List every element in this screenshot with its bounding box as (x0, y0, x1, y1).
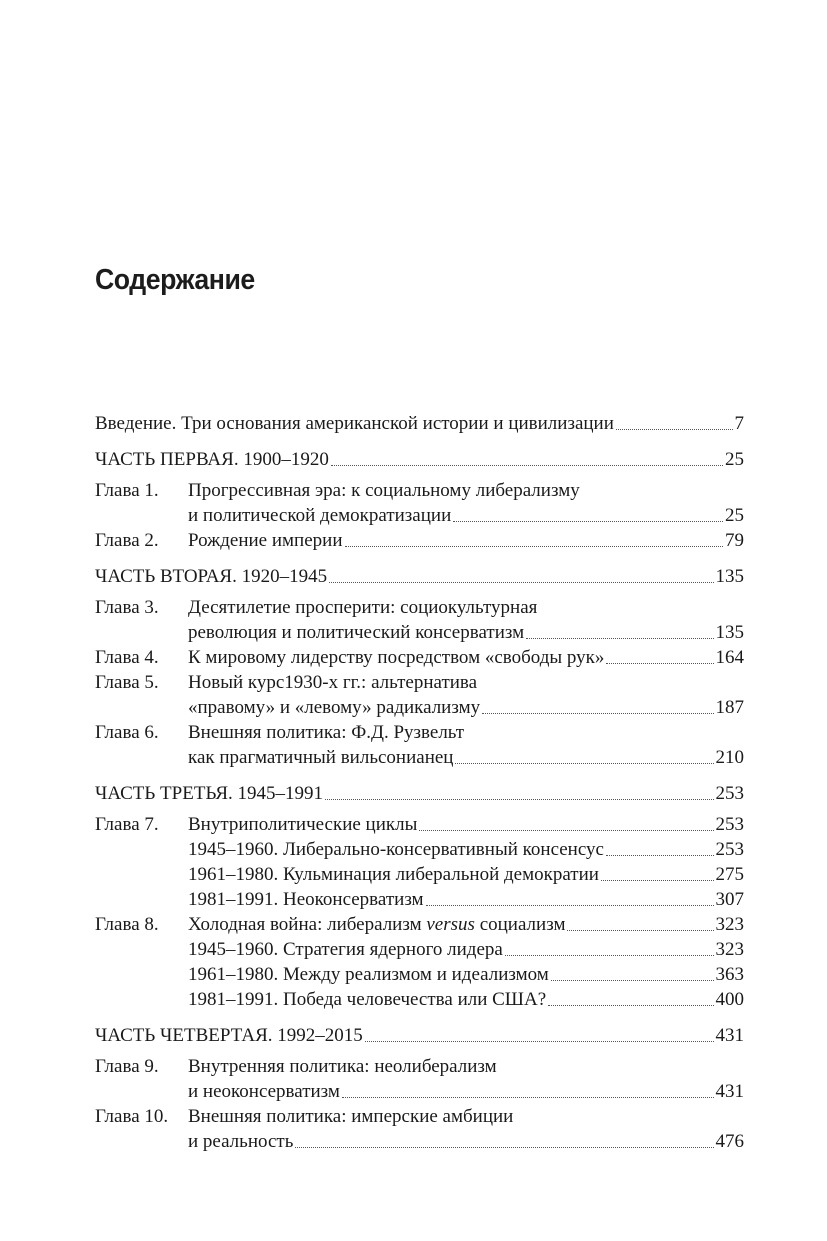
dot-leader (329, 581, 713, 583)
part-title: ЧАСТЬ ТРЕТЬЯ. 1945–1991 (95, 783, 324, 804)
page-number: 431 (715, 1081, 744, 1102)
toc-part-1[interactable] (95, 447, 744, 472)
dot-leader (616, 428, 733, 430)
chapter-title: Внешняя политика: имперские амбиции (188, 1106, 514, 1127)
chapter-title-cont: «правому» и «левому» радикализму (188, 697, 481, 718)
dot-leader (342, 1096, 714, 1098)
table-of-contents (95, 409, 744, 1154)
toc-chapter-3-cont[interactable] (95, 620, 744, 645)
page-number: 476 (715, 1131, 744, 1152)
subsection-title: 1945–1960. Либерально-консервативный консенсус (188, 839, 604, 860)
toc-chapter-5-cont[interactable] (95, 695, 744, 720)
chapter-label: Глава 7. (95, 814, 159, 835)
toc-chapter-6[interactable] (95, 720, 744, 745)
page-number: 363 (715, 964, 744, 985)
chapter-title-cont: и реальность (188, 1131, 294, 1152)
toc-chapter-5[interactable] (95, 670, 744, 695)
dot-leader (419, 829, 713, 831)
dot-leader (295, 1146, 713, 1148)
toc-subsection[interactable] (95, 937, 744, 962)
toc-entry-intro[interactable] (95, 409, 744, 436)
chapter-title-cont: как прагматичный вильсонианец (188, 747, 454, 768)
chapter-title: Холодная война: либерализм versus социализм (188, 914, 566, 935)
page-number: 135 (715, 622, 744, 643)
page-number: 431 (715, 1025, 744, 1046)
chapter-label: Глава 1. (95, 480, 159, 501)
chapter-title: Внешняя политика: Ф.Д. Рузвельт (188, 722, 465, 743)
toc-chapter-10-cont[interactable] (95, 1129, 744, 1154)
toc-subsection[interactable] (95, 862, 744, 887)
toc-chapter-7[interactable] (95, 812, 744, 837)
chapter-title: Прогрессивная эра: к социальному либерализму (188, 480, 580, 501)
toc-chapter-8[interactable] (95, 912, 744, 937)
toc-chapter-9-cont[interactable] (95, 1079, 744, 1104)
page-number: 253 (715, 814, 744, 835)
toc-chapter-6-cont[interactable] (95, 745, 744, 770)
toc-chapter-1[interactable] (95, 478, 744, 503)
dot-leader (505, 954, 714, 956)
dot-leader (365, 1040, 714, 1042)
page-number: 253 (715, 839, 744, 860)
page-number: 79 (725, 530, 744, 551)
page-number: 400 (715, 989, 744, 1010)
chapter-label: Глава 3. (95, 597, 159, 618)
dot-leader (526, 637, 713, 639)
chapter-label: Глава 2. (95, 530, 159, 551)
toc-chapter-10[interactable] (95, 1104, 744, 1129)
page-number: 210 (715, 747, 744, 768)
chapter-title-cont: революция и политический консерватизм (188, 622, 525, 643)
subsection-title: 1961–1980. Между реализмом и идеализмом (188, 964, 549, 985)
toc-chapter-2[interactable] (95, 528, 744, 553)
dot-leader (331, 464, 723, 466)
toc-subsection[interactable] (95, 987, 744, 1012)
chapter-label: Глава 4. (95, 647, 159, 668)
chapter-title-cont: и неоконсерватизм (188, 1081, 340, 1102)
toc-chapter-3[interactable] (95, 595, 744, 620)
dot-leader (606, 662, 713, 664)
chapter-title-cont: и политической демократизации (188, 505, 452, 526)
dot-leader (606, 854, 714, 856)
dot-leader (567, 929, 713, 931)
toc-part-2[interactable] (95, 564, 744, 589)
subsection-title: 1961–1980. Кульминация либеральной демократии (188, 864, 599, 885)
toc-chapter-1-cont[interactable] (95, 503, 744, 528)
chapter-title: Новый курс1930-х гг.: альтернатива (188, 672, 478, 693)
dot-leader (453, 520, 723, 522)
dot-leader (551, 979, 714, 981)
page-number: 187 (715, 697, 744, 718)
chapter-title: Внутриполитические циклы (188, 814, 418, 835)
toc-part-3[interactable] (95, 781, 744, 806)
page-number: 25 (725, 449, 744, 470)
toc-chapter-4[interactable] (95, 645, 744, 670)
page-number: 25 (725, 505, 744, 526)
chapter-label: Глава 10. (95, 1106, 169, 1127)
page-number: 164 (715, 647, 744, 668)
dot-leader (345, 545, 724, 547)
part-title: ЧАСТЬ ВТОРАЯ. 1920–1945 (95, 566, 328, 587)
dot-leader (548, 1004, 713, 1006)
page-number: 323 (715, 939, 744, 960)
dot-leader (325, 798, 713, 800)
subsection-title: 1981–1991. Неоконсерватизм (188, 889, 424, 910)
chapter-title: К мировому лидерству посредством «свободы рук» (188, 647, 605, 668)
page-number: 7 (734, 413, 744, 434)
emphasis-versus: versus (426, 914, 475, 935)
toc-chapter-9[interactable] (95, 1054, 744, 1079)
dot-leader (426, 904, 714, 906)
part-title: ЧАСТЬ ЧЕТВЕРТАЯ. 1992–2015 (95, 1025, 363, 1046)
part-title: ЧАСТЬ ПЕРВАЯ. 1900–1920 (95, 449, 329, 470)
subsection-title: 1981–1991. Победа человечества или США? (188, 989, 547, 1010)
page-number: 253 (715, 783, 744, 804)
subsection-title: 1945–1960. Стратегия ядерного лидера (188, 939, 503, 960)
dot-leader (601, 879, 714, 881)
chapter-title: Десятилетие просперити: социокультурная (188, 597, 538, 618)
page-number: 275 (715, 864, 744, 885)
chapter-title: Рождение империи (188, 530, 343, 551)
toc-subsection[interactable] (95, 887, 744, 912)
dot-leader (482, 712, 713, 714)
toc-entry-title: Введение. Три основания американской истории и цивилизации (95, 413, 614, 434)
chapter-label: Глава 6. (95, 722, 159, 743)
chapter-label: Глава 5. (95, 672, 159, 693)
page-title: Содержание (95, 264, 255, 296)
chapter-title: Внутренняя политика: неолиберализм (188, 1056, 497, 1077)
toc-part-4[interactable] (95, 1023, 744, 1048)
page-number: 307 (715, 889, 744, 910)
dot-leader (455, 762, 713, 764)
chapter-label: Глава 8. (95, 914, 159, 935)
page-number: 323 (715, 914, 744, 935)
chapter-label: Глава 9. (95, 1056, 159, 1077)
page-number: 135 (715, 566, 744, 587)
toc-subsection[interactable] (95, 962, 744, 987)
toc-subsection[interactable] (95, 837, 744, 862)
